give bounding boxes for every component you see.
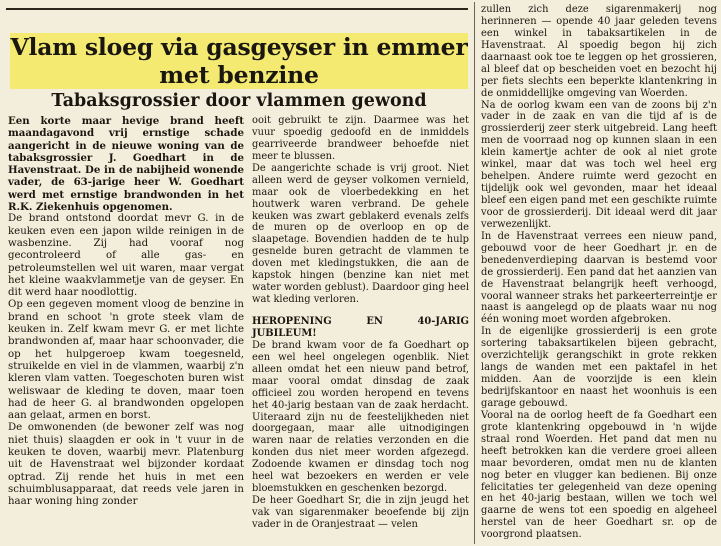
paragraph: In de Havenstraat verrees een nieuw pand, gebouwd voor de heer Goedhart jr. en de benedenverdieping daarvan is bestemd voor de grossierderij. Een pand dat het aanzien van de Havenstraat belangrijk heeft verhoogd, vooral wanneer straks het parkeerterreintje er naast is aangelegd op de plaats waar nu nog één woning moet worden afgebroken. — [481, 230, 717, 326]
headline-line-1: Vlam sloeg via gasgeyser in emmer — [10, 33, 468, 61]
column-divider — [474, 2, 475, 544]
paragraph: Na de oorlog kwam een van de zoons bij z'n vader in de zaak en van die tijd af is de grossierderij zeer sterk uitgebreid. Lang heeft men de voorraad nog op kunnen slaan in een klein kamertje achter de ook al niet grote winkel, maar dat was toch wel heel erg behelpen. Andere ruimte werd gezocht en tijdelijk ook wel gevonden, maar het ideaal bleef een eigen pand met een geschikte ruimte voor de grossierderij. Dit ideaal werd dit jaar verwezenlijkt. — [481, 99, 717, 230]
paragraph: In de eigenlijke grossierderij is een grote sortering tabaksartikelen bijeen gebracht, overzichtelijk gerangschikt in grote rekken langs de wanden met een paktafel in het midden. Aan de voorzijde is een klein bedrijfskantoor en naast het woonhuis is een garage gebouwd. — [481, 326, 717, 409]
article-column-1 — [8, 115, 244, 509]
paragraph: De aangerichte schade is vrij groot. Niet alleen werd de geyser volkomen vernield, maar ook de vloerbedekking en het houtwerk waren verbrand. De gehele keuken was zwart geblakerd evenals zelfs de muren op de overloop en op de slaapetage. Bovendien hadden de te hulp gesnelde buren getracht de vlammen te doven met kledingstukken, die aan de kapstok hingen (benzine kan niet met water worden geblust). Daardoor ging heel wat kleding verloren. — [252, 162, 469, 306]
paragraph: Op een gegeven moment vloog de benzine in brand en schoot 'n grote steek vlam de keuken in. Zelf kwam mevr G. er met lichte brandwonden af, maar haar schoonvader, die op het hulpgeroep kwam toegesneld, struikelde en viel in de vlammen, waarbij z'n kleren vlam vatten. Toegeschoten buren wist weliswaar de kleding te doven, maar toen had de heer G. al brandwonden opgelopen aan gelaat, armen en borst. — [8, 299, 244, 422]
subheadline: Tabaksgrossier door vlammen gewond — [51, 91, 427, 111]
headline — [10, 33, 468, 89]
paragraph: Vooral na de oorlog heeft de fa Goedhart een grote klantenkring opgebouwd in 'n wijde straal rond Woerden. Het pand dat men nu heeft betrokken kan die verdere groei alleen maar bevorderen, omdat men nu de klanten nog beter en vlugger kan bedienen. Bij onze felicitaties ter gelegenheid van deze opening en het 40-jarig bestaan, willen we toch wel gaarne de wens tot een spoedig en algeheel herstel van de heer Goedhart sr. op de voorgrond plaatsen. — [481, 409, 717, 541]
paragraph: De brand ontstond doordat mevr G. in de keuken even een japon wilde reinigen in de wasbenzine. Zij had vooraf nog gecontroleerd of alle gas- en petroleumstellen wel uit waren, maar vergat het kleine waakvlammetje van de geyser. En dit werd haar noodlottig. — [8, 213, 244, 299]
headline-line-2: met benzine — [159, 61, 319, 89]
paragraph: De brand kwam voor de fa Goedhart op een wel heel ongelegen ogenblik. Niet alleen omdat het een nieuw pand betrof, maar vooral omdat dinsdag de zaak officieel zou worden heropend en tevens het 40-jarig bestaan van de zaak herdacht. Uiteraard zijn nu de feestelijkheden niet doorgegaan, maar alle uitnodigingen waren naar de relaties verzonden en die konden dus niet meer worden afgezegd. Zodoende kwamen er dinsdag toch nog heel wat bezoekers en werden er vele bloemstukken en geschenken bezorgd. — [252, 339, 469, 495]
paragraph: De heer Goedhart Sr, die in zijn jeugd het vak van sigarenmaker beoefende bij zijn vader in de Oranjestraat — velen — [252, 495, 469, 530]
paragraph: ooit gebruikt te zijn. Daarmee was het vuur spoedig gedoofd en de inmiddels gearriveerde brandweer behoefde niet meer te blussen. — [252, 115, 469, 162]
paragraph: De omwonenden (de bewoner zelf was nog niet thuis) slaagden er ook in 't vuur in de keuken te doven, waarbij mevr. Platenburg uit de Havenstraat wel bijzonder kordaat optrad. Zij rende het huis in met een schuimblusapparaat, dat reeds vele jaren in haar woning hing zonder — [8, 422, 244, 508]
top-rule — [6, 8, 468, 10]
lead-paragraph: Een korte maar hevige brand heeft maandagavond vrij ernstige schade aangericht in de nieuwe woning van de tabaksgrossier J. Goedhart in de Havenstraat. De in de nabijheid wonende vader, de 63-jarige heer W. Goedhart werd met ernstige brandwonden in het R.K. Ziekenhuis opgenomen. — [8, 115, 244, 214]
article-column-2 — [252, 115, 469, 531]
paragraph: zullen zich deze sigarenmakerij nog herinneren — opende 40 jaar geleden tevens een winkel in tabaksartikelen in de Havenstraat. Al spoedig begon hij zich daarnaast ook toe te leggen op het grossieren, al bleef dat op bescheiden voet en bezocht hij per fiets slechts een beperkte klantenkring in de onmiddellijke omgeving van Woerden. — [481, 4, 717, 99]
article-column-3 — [481, 4, 717, 541]
section-heading: HEROPENING EN 40-JARIG JUBILEUM! — [252, 316, 469, 339]
